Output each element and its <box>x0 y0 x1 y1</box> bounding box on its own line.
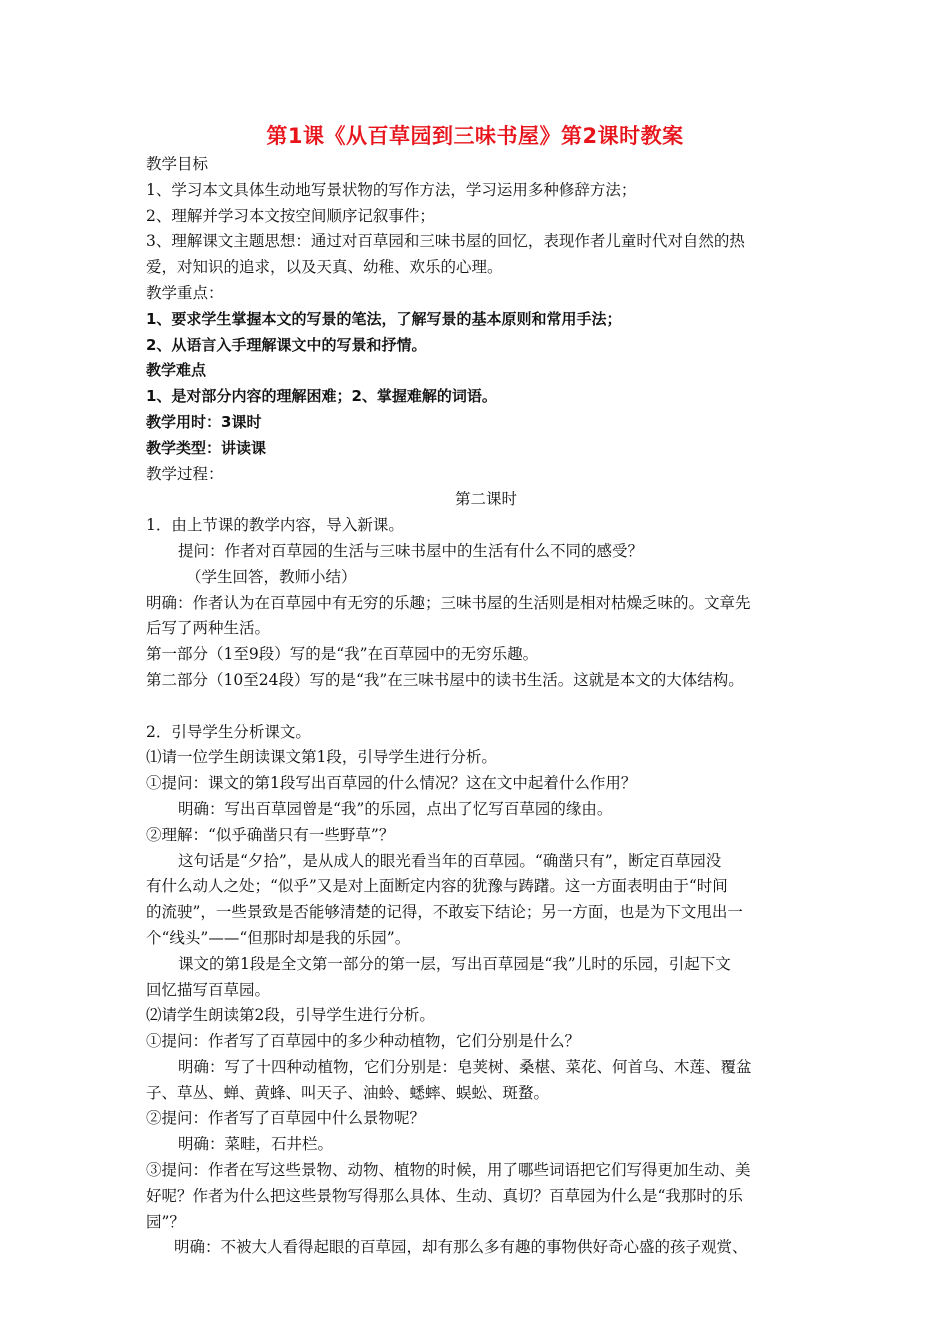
summary-line: 课文的第1段是全文第一部分的第一层，写出百草园是“我”儿时的乐园，引起下文 <box>178 954 731 973</box>
answer-line: 明确：不被大人看得起眼的百草园，却有那么多有趣的事物供好奇心盛的孩子观赏、 <box>174 1238 748 1257</box>
key-point-line: 1、要求学生掌握本文的写景的笔法，了解写景的基本原则和常用手法； <box>146 309 622 328</box>
sub-step-line: ⑴请一位学生朗读课文第1段，引导学生进行分析。 <box>146 748 497 767</box>
answer-line: 子、草丛、蝉、黄蜂、叫天子、油蛉、蟋蟀、蜈蚣、斑蝥。 <box>146 1083 550 1102</box>
blank-line <box>146 694 826 720</box>
answer-line: 明确：作者认为在百草园中有无穷的乐趣；三味书屋的生活则是相对枯燥乏味的。文章先 <box>146 593 751 612</box>
key-point-line: 2、从语言入手理解课文中的写景和抒情。 <box>146 335 427 354</box>
question-line: ①提问：课文的第1段写出百草园的什么情况？这在文中起着什么作用？ <box>146 774 637 793</box>
document-body <box>146 152 826 1261</box>
note-line: （学生回答，教师小结） <box>186 567 357 586</box>
structure-line: 第二部分（10至24段）写的是“我”在三味书屋中的读书生活。这就是本文的大体结构。 <box>146 670 744 689</box>
answer-line: 明确：写了十四种动植物，它们分别是：皂荚树、桑椹、菜花、何首乌、木莲、覆盆 <box>178 1057 752 1076</box>
question-line: ①提问：作者写了百草园中的多少种动植物，它们分别是什么？ <box>146 1032 581 1051</box>
lesson-subtitle: 第二课时 <box>454 490 517 509</box>
analysis-line: 个“线头”——“但那时却是我的乐园”。 <box>146 928 411 947</box>
analysis-line: 这句话是“夕拾”，是从成人的眼光看当年的百草园。“确凿只有”，断定百草园没 <box>178 851 722 870</box>
analysis-line: 有什么动人之处；“似乎”又是对上面断定内容的犹豫与踌躇。这一方面表明由于“时间 <box>146 877 728 896</box>
objective-line: 2、理解并学习本文按空间顺序记叙事件； <box>146 206 435 225</box>
answer-line: 明确：写出百草园曾是“我”的乐园，点出了忆写百草园的缘由。 <box>178 799 613 818</box>
section-heading-process: 教学过程： <box>146 464 224 483</box>
step-heading: 2．引导学生分析课文。 <box>146 722 311 741</box>
difficulty-line: 1、是对部分内容的理解困难；2、掌握难解的词语。 <box>146 387 497 406</box>
teaching-type: 教学类型：讲读课 <box>146 438 267 457</box>
structure-line: 第一部分（1至9段）写的是“我”在百草园中的无穷乐趣。 <box>146 645 539 664</box>
answer-line: 后写了两种生活。 <box>146 619 271 638</box>
objective-line: 爱，对知识的追求，以及天真、幼稚、欢乐的心理。 <box>146 258 503 277</box>
question-line: ②理解：“似乎确凿只有一些野草”？ <box>146 825 395 844</box>
section-heading-key-points: 教学重点： <box>146 283 224 302</box>
question-line: 园”？ <box>146 1212 185 1231</box>
summary-line: 回忆描写百草园。 <box>146 980 271 999</box>
document-title: 第1课《从百草园到三味书屋》第2课时教案 <box>266 124 684 148</box>
objective-line: 3、理解课文主题思想：通过对百草园和三味书屋的回忆，表现作者儿童时代对自然的热 <box>146 232 745 251</box>
step-heading: 1．由上节课的教学内容，导入新课。 <box>146 516 404 535</box>
section-heading-objectives: 教学目标 <box>146 155 209 173</box>
section-heading-difficulties: 教学难点 <box>146 361 207 380</box>
analysis-line: 的流驶”，一些景致是否能够清楚的记得，不敢妄下结论；另一方面，也是为下文甩出一 <box>146 903 743 922</box>
question-line: 好呢？作者为什么把这些景物写得那么具体、生动、真切？百草园为什么是“我那时的乐 <box>146 1186 743 1205</box>
question-line: ②提问：作者写了百草园中什么景物呢？ <box>146 1109 426 1128</box>
objective-line: 1、学习本文具体生动地写景状物的写作方法，学习运用多种修辞方法； <box>146 180 637 199</box>
sub-step-line: ⑵请学生朗读第2段，引导学生进行分析。 <box>146 1006 435 1025</box>
question-line: 提问：作者对百草园的生活与三味书屋中的生活有什么不同的感受？ <box>178 541 644 560</box>
answer-line: 明确：菜畦，石井栏。 <box>178 1135 334 1154</box>
teaching-time: 教学用时：3课时 <box>146 412 262 431</box>
question-line: ③提问：作者在写这些景物、动物、植物的时候，用了哪些词语把它们写得更加生动、美 <box>146 1161 751 1180</box>
